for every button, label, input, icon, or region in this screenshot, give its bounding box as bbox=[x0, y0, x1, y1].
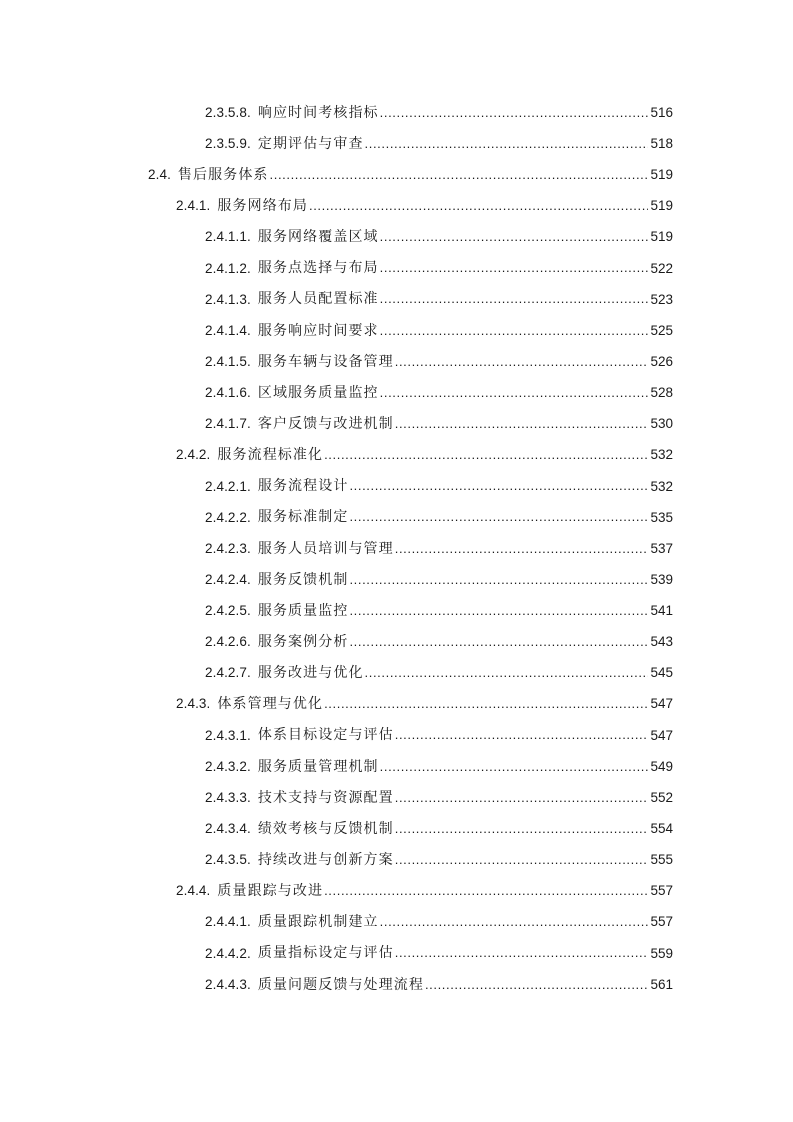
toc-dot-leader bbox=[365, 665, 649, 681]
toc-entry-page-number: 543 bbox=[650, 634, 673, 650]
toc-dot-leader bbox=[395, 354, 649, 370]
toc-dot-leader bbox=[425, 977, 649, 993]
toc-entry-page-number: 525 bbox=[650, 322, 673, 338]
toc-entry-title: 服务点选择与布局 bbox=[257, 260, 379, 277]
toc-entry-title: 服务案例分析 bbox=[257, 633, 349, 650]
toc-dot-leader bbox=[349, 509, 648, 525]
toc-entry-page-number: 537 bbox=[650, 540, 673, 556]
toc-entry[interactable] bbox=[0, 222, 793, 253]
toc-entry-page-number: 519 bbox=[650, 167, 673, 183]
toc-entry-page-number: 555 bbox=[650, 852, 673, 868]
toc-dot-leader bbox=[309, 198, 648, 214]
toc-entry-title: 体系管理与优化 bbox=[217, 696, 324, 713]
toc-entry-number: 2.4.2.6. bbox=[205, 634, 251, 650]
toc-dot-leader bbox=[365, 136, 649, 152]
toc-entry-page-number: 522 bbox=[650, 260, 673, 276]
toc-entry[interactable] bbox=[0, 782, 793, 813]
toc-entry[interactable] bbox=[0, 346, 793, 377]
toc-dot-leader bbox=[349, 634, 648, 650]
toc-dot-leader bbox=[395, 852, 649, 868]
toc-entry-number: 2.4.2. bbox=[176, 447, 211, 463]
toc-entry-title: 客户反馈与改进机制 bbox=[257, 415, 394, 432]
toc-entry-number: 2.4.3. bbox=[176, 696, 211, 712]
toc-entry-title: 技术支持与资源配置 bbox=[257, 789, 394, 806]
toc-entry-number: 2.4.4.2. bbox=[205, 945, 251, 961]
toc-dot-leader bbox=[380, 229, 649, 245]
toc-entry-page-number: 535 bbox=[650, 509, 673, 525]
toc-dot-leader bbox=[395, 416, 649, 432]
toc-entry[interactable] bbox=[0, 377, 793, 408]
toc-entry-title: 响应时间考核指标 bbox=[257, 104, 379, 121]
toc-entry[interactable] bbox=[0, 190, 793, 221]
toc-entry[interactable] bbox=[0, 876, 793, 907]
toc-entry[interactable] bbox=[0, 720, 793, 751]
toc-entry-title: 区域服务质量监控 bbox=[257, 384, 379, 401]
toc-entry[interactable] bbox=[0, 502, 793, 533]
toc-entry-title: 服务标准制定 bbox=[257, 509, 349, 526]
toc-entry[interactable] bbox=[0, 159, 793, 190]
toc-entry-number: 2.4.2.7. bbox=[205, 665, 251, 681]
toc-entry-page-number: 552 bbox=[650, 789, 673, 805]
toc-entry-number: 2.4.2.3. bbox=[205, 540, 251, 556]
toc-dot-leader bbox=[395, 790, 649, 806]
toc-entry-title: 质量问题反馈与处理流程 bbox=[257, 976, 424, 993]
toc-entry-page-number: 530 bbox=[650, 416, 673, 432]
toc-entry[interactable] bbox=[0, 907, 793, 938]
toc-dot-leader bbox=[380, 260, 649, 276]
toc-dot-leader bbox=[324, 696, 648, 712]
toc-entry-page-number: 554 bbox=[650, 821, 673, 837]
toc-entry[interactable] bbox=[0, 315, 793, 346]
toc-entry-title: 服务人员培训与管理 bbox=[257, 540, 394, 557]
toc-dot-leader bbox=[380, 105, 649, 121]
toc-entry-title: 服务流程标准化 bbox=[217, 447, 324, 464]
toc-entry[interactable] bbox=[0, 253, 793, 284]
toc-entry[interactable] bbox=[0, 408, 793, 439]
toc-entry[interactable] bbox=[0, 626, 793, 657]
toc-entry-number: 2.4.4. bbox=[176, 883, 211, 899]
toc-dot-leader bbox=[380, 385, 649, 401]
table-of-contents bbox=[0, 97, 793, 1000]
toc-entry-number: 2.4.2.2. bbox=[205, 509, 251, 525]
toc-entry[interactable] bbox=[0, 969, 793, 1000]
toc-dot-leader bbox=[395, 821, 649, 837]
toc-entry-page-number: 523 bbox=[650, 291, 673, 307]
toc-entry-title: 服务质量管理机制 bbox=[257, 758, 379, 775]
toc-entry-title: 质量跟踪与改进 bbox=[217, 883, 324, 900]
toc-entry-number: 2.4.3.2. bbox=[205, 758, 251, 774]
toc-entry-number: 2.4.1. bbox=[176, 198, 211, 214]
toc-entry-number: 2.4.4.3. bbox=[205, 976, 251, 992]
toc-entry-page-number: 541 bbox=[650, 603, 673, 619]
toc-entry-page-number: 557 bbox=[650, 914, 673, 930]
toc-entry[interactable] bbox=[0, 844, 793, 875]
toc-entry[interactable] bbox=[0, 284, 793, 315]
toc-entry-number: 2.4.1.6. bbox=[205, 385, 251, 401]
toc-entry-title: 绩效考核与反馈机制 bbox=[257, 820, 394, 837]
toc-entry-number: 2.4.2.5. bbox=[205, 603, 251, 619]
toc-dot-leader bbox=[395, 541, 649, 557]
toc-entry-title: 质量指标设定与评估 bbox=[257, 945, 394, 962]
toc-entry-page-number: 519 bbox=[650, 198, 673, 214]
toc-entry[interactable] bbox=[0, 751, 793, 782]
toc-entry[interactable] bbox=[0, 813, 793, 844]
toc-entry-title: 服务人员配置标准 bbox=[257, 291, 379, 308]
toc-entry-page-number: 539 bbox=[650, 571, 673, 587]
toc-entry-page-number: 516 bbox=[650, 104, 673, 120]
toc-entry-page-number: 557 bbox=[650, 883, 673, 899]
toc-dot-leader bbox=[395, 945, 649, 961]
toc-entry-number: 2.4.4.1. bbox=[205, 914, 251, 930]
toc-entry-title: 定期评估与审查 bbox=[257, 135, 364, 152]
toc-dot-leader bbox=[380, 291, 649, 307]
toc-dot-leader bbox=[380, 759, 649, 775]
toc-entry[interactable] bbox=[0, 97, 793, 128]
toc-entry-title: 体系目标设定与评估 bbox=[257, 727, 394, 744]
toc-dot-leader bbox=[395, 727, 649, 743]
toc-entry[interactable] bbox=[0, 658, 793, 689]
toc-entry-title: 服务响应时间要求 bbox=[257, 322, 379, 339]
toc-entry-title: 服务网络覆盖区域 bbox=[257, 229, 379, 246]
toc-entry-title: 服务质量监控 bbox=[257, 602, 349, 619]
toc-entry-number: 2.4.1.2. bbox=[205, 260, 251, 276]
toc-entry-page-number: 519 bbox=[650, 229, 673, 245]
toc-entry-number: 2.4.3.5. bbox=[205, 852, 251, 868]
toc-entry-title: 服务网络布局 bbox=[217, 197, 308, 214]
toc-dot-leader bbox=[349, 478, 648, 494]
toc-entry-title: 服务改进与优化 bbox=[257, 665, 364, 682]
toc-entry-page-number: 526 bbox=[650, 353, 673, 369]
toc-entry-number: 2.4.2.1. bbox=[205, 478, 251, 494]
toc-entry-number: 2.3.5.9. bbox=[205, 135, 251, 151]
toc-entry-page-number: 545 bbox=[650, 665, 673, 681]
toc-entry-title: 服务反馈机制 bbox=[257, 571, 349, 588]
toc-entry-title: 持续改进与创新方案 bbox=[257, 851, 394, 868]
toc-entry-number: 2.4.1.1. bbox=[205, 229, 251, 245]
toc-entry-number: 2.3.5.8. bbox=[205, 104, 251, 120]
toc-dot-leader bbox=[324, 883, 648, 899]
toc-entry-page-number: 547 bbox=[650, 727, 673, 743]
toc-entry[interactable] bbox=[0, 533, 793, 564]
toc-entry[interactable] bbox=[0, 564, 793, 595]
toc-entry-page-number: 547 bbox=[650, 696, 673, 712]
toc-entry-number: 2.4. bbox=[148, 167, 171, 183]
toc-dot-leader bbox=[349, 603, 648, 619]
toc-entry-number: 2.4.1.3. bbox=[205, 291, 251, 307]
toc-entry-title: 质量跟踪机制建立 bbox=[257, 914, 379, 931]
toc-entry-page-number: 559 bbox=[650, 945, 673, 961]
toc-entry-number: 2.4.3.1. bbox=[205, 727, 251, 743]
toc-dot-leader bbox=[380, 323, 649, 339]
toc-entry-number: 2.4.3.4. bbox=[205, 821, 251, 837]
toc-entry[interactable] bbox=[0, 471, 793, 502]
toc-entry-number: 2.4.2.4. bbox=[205, 571, 251, 587]
toc-entry-page-number: 561 bbox=[650, 976, 673, 992]
toc-entry[interactable] bbox=[0, 128, 793, 159]
toc-entry[interactable] bbox=[0, 440, 793, 471]
toc-entry-number: 2.4.1.5. bbox=[205, 353, 251, 369]
toc-dot-leader bbox=[324, 447, 648, 463]
toc-entry-page-number: 528 bbox=[650, 385, 673, 401]
toc-entry[interactable] bbox=[0, 689, 793, 720]
toc-entry-number: 2.4.1.4. bbox=[205, 322, 251, 338]
toc-entry-title: 服务车辆与设备管理 bbox=[257, 353, 394, 370]
toc-dot-leader bbox=[380, 914, 649, 930]
toc-entry-number: 2.4.1.7. bbox=[205, 416, 251, 432]
toc-entry-page-number: 549 bbox=[650, 758, 673, 774]
toc-entry-page-number: 518 bbox=[650, 135, 673, 151]
toc-entry-number: 2.4.3.3. bbox=[205, 789, 251, 805]
toc-entry-title: 服务流程设计 bbox=[257, 478, 349, 495]
toc-dot-leader bbox=[349, 572, 648, 588]
toc-entry-title: 售后服务体系 bbox=[177, 166, 269, 183]
toc-entry-page-number: 532 bbox=[650, 478, 673, 494]
toc-entry-page-number: 532 bbox=[650, 447, 673, 463]
toc-entry[interactable] bbox=[0, 595, 793, 626]
toc-dot-leader bbox=[270, 167, 649, 183]
toc-entry[interactable] bbox=[0, 938, 793, 969]
